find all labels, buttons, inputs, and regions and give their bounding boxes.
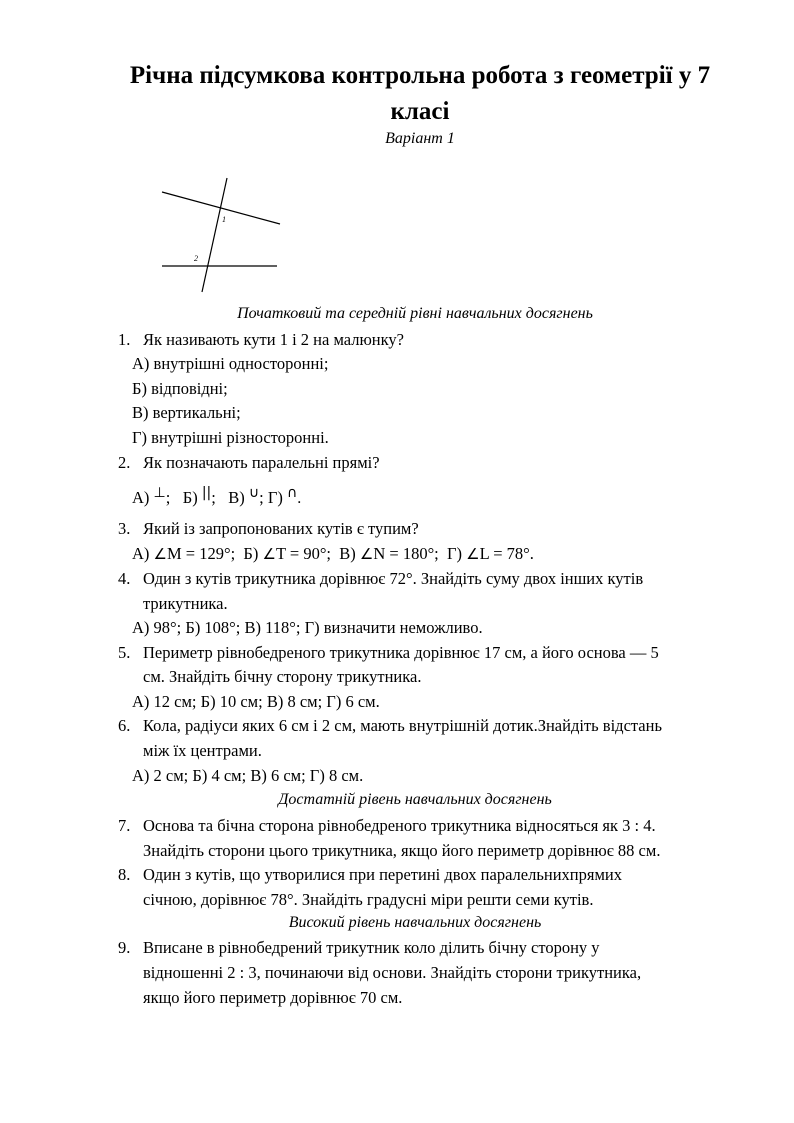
q3-option-c-label: В) (339, 544, 356, 563)
q6-text-continued: між їх центрами. (143, 741, 262, 760)
q4-options: А) 98°; Б) 108°; В) 118°; Г) визначити неможливо. (132, 618, 483, 637)
question-5 (118, 643, 659, 663)
question-1 (118, 330, 404, 350)
angle-label-1: 1 (222, 215, 226, 224)
question-text: Як називають кути 1 і 2 на малюнку? (143, 330, 404, 349)
q4-text-continued: трикутника. (143, 594, 228, 613)
angle-icon: ∠ (466, 545, 480, 563)
question-text: Один з кутів трикутника дорівнює 72°. Знайдіть суму двох інших кутів (143, 569, 644, 588)
variant-label: Варіант 1 (385, 130, 455, 147)
angle-icon: ∠ (359, 545, 374, 563)
angle-icon: ∠ (153, 545, 167, 563)
angles-diagram (150, 170, 295, 300)
q7-text-continued: Знайдіть сторони цього трикутника, якщо його периметр дорівнює 88 см. (143, 841, 661, 860)
q2-option-c-label: В) (228, 488, 245, 507)
q2-option-b-label: Б) (182, 488, 198, 507)
question-number: 6. (118, 716, 131, 735)
q2-option-a-label: А) (132, 488, 150, 507)
question-6 (118, 716, 662, 736)
q6-options: А) 2 см; Б) 4 см; В) 6 см; Г) 8 см. (132, 766, 364, 785)
q3-option-b: T = 90°; (275, 544, 332, 563)
question-text: Основа та бічна сторона рівнобедреного трикутника відносяться як 3 : 4. (143, 816, 656, 835)
q9-text-continued: якщо його периметр дорівнює 70 см. (143, 988, 403, 1007)
question-7 (118, 816, 656, 836)
question-text: Який із запропонованих кутів є тупим? (143, 519, 419, 538)
angle-label-2: 2 (194, 254, 198, 263)
q3-option-a: M = 129°; (167, 544, 236, 563)
union-symbol: ∪ (248, 485, 260, 501)
question-4 (118, 569, 643, 589)
transversal-line (202, 178, 227, 292)
question-text: Вписане в рівнобедрений трикутник коло ділить бічну сторону у (143, 938, 600, 957)
perpendicular-symbol: ⊥ (153, 485, 166, 501)
title-line-2: класі (390, 98, 450, 125)
q2-options: А) ⊥; Б) ||; В) ∪; Г) ∩. (132, 485, 302, 507)
section-initial-level: Початковий та середній рівні навчальних досягнень (237, 305, 593, 322)
question-9 (118, 938, 600, 958)
q3-option-d: L = 78°. (479, 544, 534, 563)
question-number: 5. (118, 643, 131, 662)
question-number: 9. (118, 938, 131, 957)
question-2 (118, 453, 380, 473)
q5-text-continued: см. Знайдіть бічну сторону трикутника. (143, 667, 422, 686)
q1-option-d: Г) внутрішні різносторонні. (132, 428, 329, 447)
q5-options: А) 12 см; Б) 10 см; В) 8 см; Г) 6 см. (132, 692, 380, 711)
q3-option-b-label: Б) (243, 544, 259, 563)
q1-option-a: А) внутрішні односторонні; (132, 354, 329, 373)
q3-options (132, 544, 534, 564)
parallel-symbol: || (201, 485, 212, 501)
question-text: Периметр рівнобедреного трикутника дорівнює 17 см, а його основа — 5 (143, 643, 659, 662)
q3-option-c: N = 180°; (373, 544, 439, 563)
angle-icon: ∠ (262, 545, 276, 563)
question-8 (118, 865, 622, 885)
q2-option-d-label: Г) (267, 488, 283, 507)
q8-text-continued: січною, дорівнює 78°. Знайдіть градусні міри решти семи кутів. (143, 890, 594, 909)
question-text: Кола, радіуси яких 6 см і 2 см, мають внутрішній дотик.Знайдіть відстань (143, 716, 662, 735)
question-3 (118, 519, 419, 539)
q3-option-a-label: А) (132, 544, 150, 563)
section-high-level: Високий рівень навчальних досягнень (288, 914, 542, 931)
q9-text-continued: відношенні 2 : 3, починаючи від основи. Знайдіть сторони трикутника, (143, 963, 642, 982)
question-number: 1. (118, 330, 131, 349)
question-number: 8. (118, 865, 131, 884)
q1-option-c: В) вертикальні; (132, 403, 241, 422)
question-number: 4. (118, 569, 131, 588)
section-sufficient-level: Достатній рівень навчальних досягнень (278, 791, 552, 808)
question-text: Як позначають паралельні прямі? (143, 453, 380, 472)
title-line-1: Річна підсумкова контрольна робота з геометрії у 7 (129, 62, 711, 89)
question-number: 7. (118, 816, 131, 835)
question-text: Один з кутів, що утворилися при перетині двох паралельнихпрямих (143, 865, 622, 884)
intersection-symbol: ∩ (287, 485, 298, 501)
question-number: 3. (118, 519, 131, 538)
page-title (90, 58, 750, 130)
q1-option-b: Б) відповідні; (132, 379, 228, 398)
question-number: 2. (118, 453, 131, 472)
q3-option-d-label: Г) (447, 544, 463, 563)
